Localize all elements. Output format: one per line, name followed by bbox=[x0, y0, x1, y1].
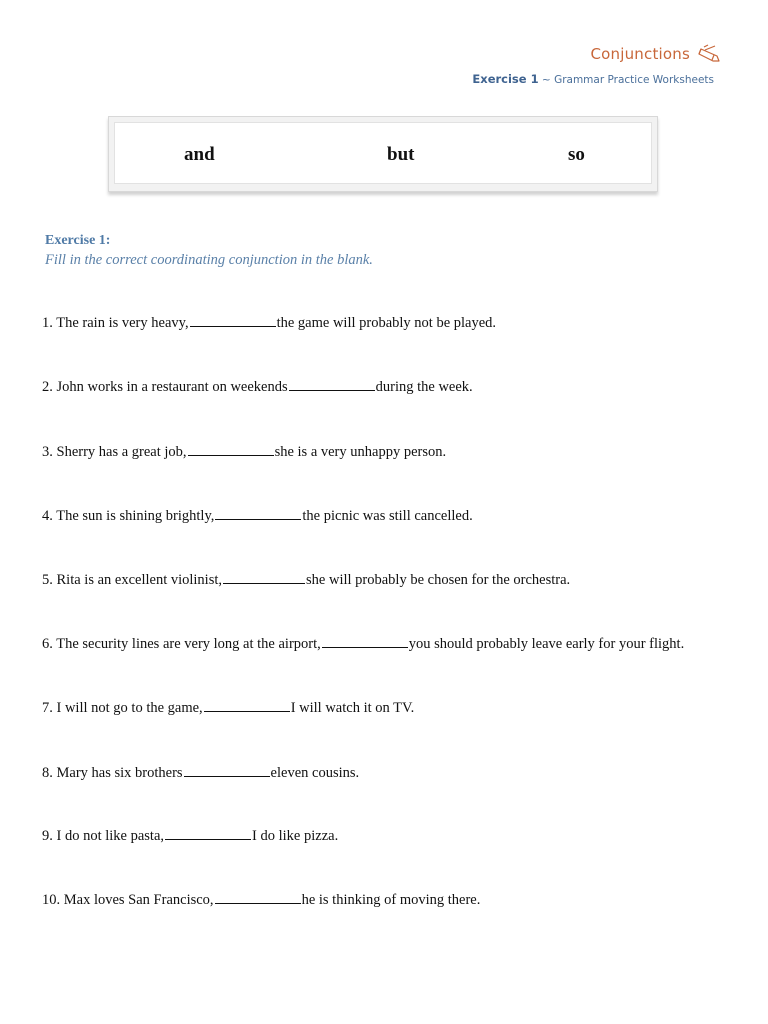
exercise-instruction: Fill in the correct coordinating conjunction in the blank. bbox=[45, 252, 373, 268]
subtitle-separator: ~ bbox=[538, 74, 555, 86]
answer-blank[interactable] bbox=[322, 635, 408, 648]
worksheet-title: Conjunctions bbox=[590, 45, 690, 63]
question-text-after: eleven cousins. bbox=[270, 765, 360, 781]
question-text-after: the picnic was still cancelled. bbox=[302, 508, 473, 524]
word-bank-inner bbox=[114, 122, 652, 184]
question-item bbox=[42, 891, 480, 909]
question-item bbox=[42, 764, 359, 782]
word-bank bbox=[108, 116, 658, 192]
question-text-before: 10. Max loves San Francisco, bbox=[42, 892, 214, 908]
question-text-before: 7. I will not go to the game, bbox=[42, 700, 203, 716]
answer-blank[interactable] bbox=[289, 378, 375, 391]
question-text-after: I will watch it on TV. bbox=[290, 700, 415, 716]
word-bank-word: and bbox=[184, 144, 215, 165]
question-text-after: during the week. bbox=[375, 379, 473, 395]
question-text-before: 9. I do not like pasta, bbox=[42, 828, 165, 844]
question-text-after: he is thinking of moving there. bbox=[301, 892, 481, 908]
word-bank-word: but bbox=[387, 144, 415, 165]
question-item bbox=[42, 571, 570, 589]
question-item bbox=[42, 699, 414, 717]
exercise-heading: Exercise 1: bbox=[45, 233, 111, 248]
exercise-number-label: Exercise 1 bbox=[472, 72, 539, 86]
question-text-before: 3. Sherry has a great job, bbox=[42, 444, 187, 460]
question-item bbox=[42, 827, 338, 845]
question-item bbox=[42, 635, 684, 653]
answer-blank[interactable] bbox=[215, 507, 301, 520]
question-text-before: 8. Mary has six brothers bbox=[42, 765, 183, 781]
question-text-after: the game will probably not be played. bbox=[276, 315, 497, 331]
question-text-before: 4. The sun is shining brightly, bbox=[42, 508, 215, 524]
question-text-after: she will probably be chosen for the orchestra. bbox=[306, 572, 571, 588]
question-text-after: you should probably leave early for your flight. bbox=[408, 636, 685, 652]
subtitle-text: Grammar Practice Worksheets bbox=[554, 74, 714, 86]
worksheet-subtitle bbox=[472, 72, 714, 86]
worksheet-header bbox=[590, 44, 724, 64]
answer-blank[interactable] bbox=[165, 827, 251, 840]
answer-blank[interactable] bbox=[188, 443, 274, 456]
question-text-after: she is a very unhappy person. bbox=[274, 444, 447, 460]
word-bank-word: so bbox=[568, 144, 585, 165]
pencil-icon bbox=[698, 44, 724, 64]
question-item bbox=[42, 378, 473, 396]
question-text-after: I do like pizza. bbox=[252, 828, 339, 844]
question-text-before: 2. John works in a restaurant on weekends bbox=[42, 379, 288, 395]
question-text-before: 5. Rita is an excellent violinist, bbox=[42, 572, 223, 588]
question-text-before: 6. The security lines are very long at the airport, bbox=[42, 636, 321, 652]
question-item bbox=[42, 507, 473, 525]
question-item bbox=[42, 314, 496, 332]
answer-blank[interactable] bbox=[204, 699, 290, 712]
answer-blank[interactable] bbox=[184, 764, 270, 777]
answer-blank[interactable] bbox=[190, 314, 276, 327]
question-text-before: 1. The rain is very heavy, bbox=[42, 315, 189, 331]
answer-blank[interactable] bbox=[215, 891, 301, 904]
question-item bbox=[42, 443, 446, 461]
answer-blank[interactable] bbox=[223, 571, 305, 584]
